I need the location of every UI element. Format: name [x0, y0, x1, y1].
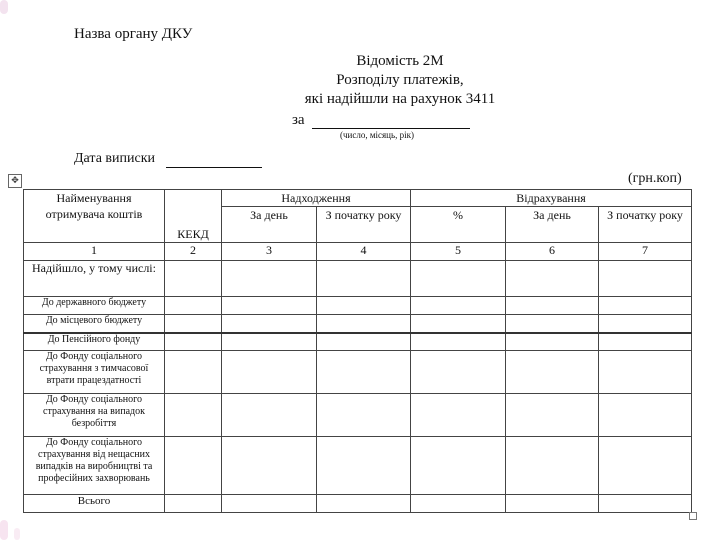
cell-deduction-percent[interactable]	[411, 333, 506, 351]
table-row	[24, 261, 692, 297]
cell-kekd[interactable]	[165, 315, 222, 333]
cell-kekd[interactable]	[165, 261, 222, 297]
cell-income-day[interactable]	[222, 261, 317, 297]
doc-subtitle-1: Розподілу платежів,	[336, 72, 464, 88]
cell-income-ytd[interactable]	[317, 437, 411, 495]
cell-kekd[interactable]	[165, 297, 222, 315]
cell-income-ytd[interactable]	[317, 495, 411, 513]
row-label: До Фонду соціального страхування на випадок безробіття	[24, 394, 165, 437]
cell-deduction-day[interactable]	[506, 333, 599, 351]
table-row	[24, 297, 692, 315]
table-row	[24, 315, 692, 333]
column-numbers-row	[24, 243, 692, 261]
column-number: 1	[24, 243, 165, 261]
cell-deduction-percent[interactable]	[411, 495, 506, 513]
cell-deduction-ytd[interactable]	[599, 351, 692, 394]
header-income-per-day: За день	[222, 207, 317, 243]
cell-income-ytd[interactable]	[317, 333, 411, 351]
table-row	[24, 394, 692, 437]
row-label: До Пенсійного фонду	[24, 333, 165, 351]
cell-deduction-percent[interactable]	[411, 351, 506, 394]
table-resize-handle[interactable]	[689, 512, 697, 520]
table-row	[24, 333, 692, 351]
cell-kekd[interactable]	[165, 333, 222, 351]
cell-income-day[interactable]	[222, 333, 317, 351]
cell-income-ytd[interactable]	[317, 261, 411, 297]
period-label: за	[292, 112, 305, 128]
cell-deduction-percent[interactable]	[411, 315, 506, 333]
column-number: 3	[222, 243, 317, 261]
cell-deduction-ytd[interactable]	[599, 495, 692, 513]
cell-kekd[interactable]	[165, 437, 222, 495]
cell-income-day[interactable]	[222, 437, 317, 495]
cell-deduction-day[interactable]	[506, 437, 599, 495]
cell-deduction-percent[interactable]	[411, 261, 506, 297]
row-label: До місцевого бюджету	[24, 315, 165, 333]
cell-kekd[interactable]	[165, 394, 222, 437]
cell-deduction-percent[interactable]	[411, 297, 506, 315]
row-label: До Фонду соціального страхування від нещасних випадків на виробництві та професійних захворювань	[24, 437, 165, 495]
cell-deduction-day[interactable]	[506, 315, 599, 333]
table-row-total	[24, 495, 692, 513]
payments-table	[23, 189, 692, 513]
cell-deduction-day[interactable]	[506, 261, 599, 297]
cell-income-ytd[interactable]	[317, 394, 411, 437]
column-number: 6	[506, 243, 599, 261]
table-row	[24, 351, 692, 394]
table-row	[24, 437, 692, 495]
cell-income-day[interactable]	[222, 394, 317, 437]
statement-date-blank-line	[166, 167, 262, 168]
column-number: 4	[317, 243, 411, 261]
header-deductions-per-day: За день	[506, 207, 599, 243]
cell-income-ytd[interactable]	[317, 315, 411, 333]
period-blank-line	[312, 128, 470, 129]
cell-deduction-ytd[interactable]	[599, 333, 692, 351]
cell-kekd[interactable]	[165, 351, 222, 394]
cell-deduction-ytd[interactable]	[599, 437, 692, 495]
header-deductions-since-start: З початку року	[599, 207, 692, 243]
cell-deduction-day[interactable]	[506, 351, 599, 394]
cell-deduction-day[interactable]	[506, 394, 599, 437]
row-label: До державного бюджету	[24, 297, 165, 315]
header-deductions-percent: %	[411, 207, 506, 243]
header-kekd: КЕКД	[165, 190, 222, 243]
cell-kekd[interactable]	[165, 495, 222, 513]
cell-deduction-ytd[interactable]	[599, 315, 692, 333]
cell-deduction-ytd[interactable]	[599, 297, 692, 315]
header-income-since-start: З початку року	[317, 207, 411, 243]
currency-units: (грн.коп)	[628, 171, 682, 186]
total-label: Всього	[24, 495, 165, 513]
decor-stripe-small	[14, 528, 20, 540]
cell-income-ytd[interactable]	[317, 297, 411, 315]
decor-stripe-bottom	[0, 520, 8, 540]
cell-deduction-percent[interactable]	[411, 394, 506, 437]
doc-subtitle-2: які надійшли на рахунок 3411	[304, 91, 496, 107]
header-income-group: Надходження	[222, 190, 411, 207]
table-move-handle-icon[interactable]: ✥	[8, 174, 22, 188]
cell-deduction-day[interactable]	[506, 495, 599, 513]
row-label: До Фонду соціального страхування з тимчасової втрати працездатності	[24, 351, 165, 394]
cell-deduction-ytd[interactable]	[599, 261, 692, 297]
cell-income-day[interactable]	[222, 495, 317, 513]
column-number: 2	[165, 243, 222, 261]
row-label: Надійшло, у тому числі:	[24, 261, 165, 297]
header-deductions-group: Відрахування	[411, 190, 692, 207]
doc-title: Відомість 2М	[356, 53, 444, 69]
cell-income-ytd[interactable]	[317, 351, 411, 394]
header-recipient: Найменування отримувача коштів	[24, 190, 165, 243]
org-name: Назва органу ДКУ	[74, 26, 193, 42]
cell-deduction-percent[interactable]	[411, 437, 506, 495]
column-number: 7	[599, 243, 692, 261]
cell-deduction-ytd[interactable]	[599, 394, 692, 437]
cell-income-day[interactable]	[222, 315, 317, 333]
cell-income-day[interactable]	[222, 351, 317, 394]
cell-deduction-day[interactable]	[506, 297, 599, 315]
column-number: 5	[411, 243, 506, 261]
decor-stripe-top	[0, 0, 8, 14]
cell-income-day[interactable]	[222, 297, 317, 315]
period-hint: (число, місяць, рік)	[340, 130, 414, 140]
statement-date-label: Дата виписки	[74, 151, 155, 166]
